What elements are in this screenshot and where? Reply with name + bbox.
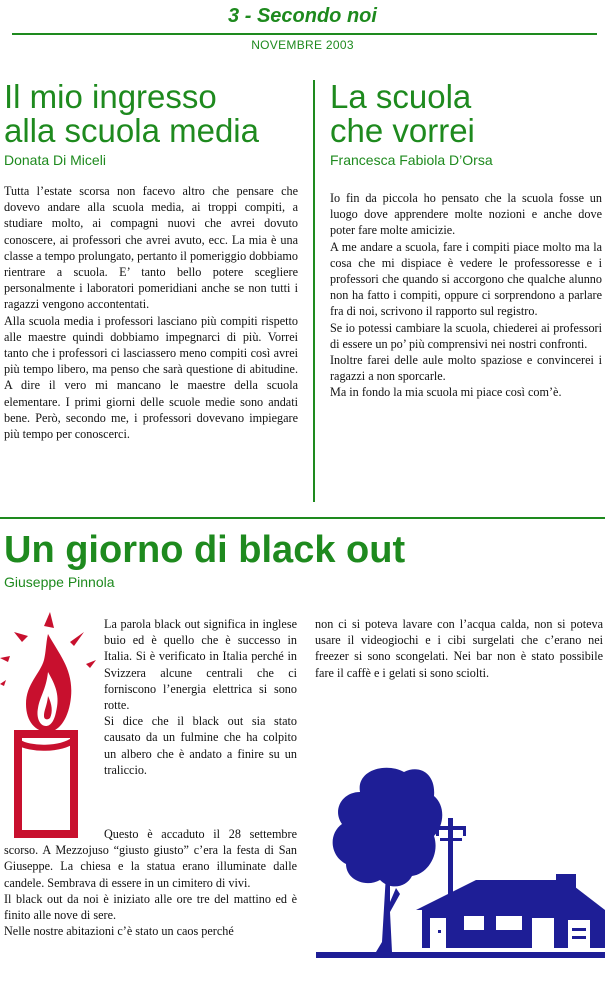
article-author: Giuseppe Pinnola (4, 574, 115, 590)
paragraph: A me andare a scuola, fare i compiti piace molto ma la cosa che mi dispiace è vedere le professoresse e i professori che quando si accorgono che qualche alunno non ha fatto i compiti, oppure ci sorprendono a parlare fra di noi, scrivono il rapporto sul registro. (330, 239, 602, 319)
paragraph: Alla scuola media i professori lasciano più compiti rispetto alle maestre quindi dobbiamo impegnarci di più. Vorrei tanto che i professori ci lasciassero meno compiti così avrei più tempo libero, ma penso che sarà questione di abitudine. A dire il vero mi mancano le maestre della scuola elementare. I primi giorni delle scuole medie sono andati bene. Però, secondo me, i professori dovevano impiegare più tempo per conoscerci. (4, 313, 298, 442)
article-scuola (330, 80, 602, 168)
article-blackout (4, 530, 604, 590)
article-title-line1: La scuola (330, 78, 472, 115)
article-author: Francesca Fabiola D’Orsa (330, 152, 493, 168)
section-divider (0, 517, 605, 519)
paragraph: Tutta l’estate scorsa non facevo altro che pensare che dovevo andare alla scuola media, ai troppi compiti, a studiare molto, ai compagni nuovi che avrei dovuto conoscere, ai professori che avrei avuto, ecc. La mia è una classe a tempo prolungato, pertanto il pomeriggio dobbiamo rientrare a scuola. E’ tanto bello potere scegliere personalmente i laboratori pomeridiani anche se non tutti i ragazzi vengono accontentati. (4, 184, 298, 312)
article-title: Un giorno di black out (4, 529, 406, 571)
newsletter-section-title: 3 - Secondo noi (228, 5, 377, 27)
paragraph: Io fin da piccola ho pensato che la scuola fosse un luogo dove apprendere molte nozioni e anche dove poter fare molte amicizie. (330, 191, 602, 238)
column-divider (313, 80, 315, 502)
article-title-line1: Il mio ingresso (4, 78, 217, 115)
issue-date: NOVEMBRE 2003 (251, 38, 354, 52)
article-blackout-col2 (315, 616, 603, 681)
paragraph: Ma in fondo la mia scuola mi piace così com’è. (330, 385, 562, 400)
paragraph: La parola black out significa in inglese buio ed è quello che è successo in Italia. Si è verificato in Italia perché in Svizzera alcune centrali che ci forniscono l’energia elettrica si sono rotte. (104, 617, 297, 713)
paragraph: Inoltre farei delle aule molto spaziose e convincerei i ragazzi a non sporcarle. (330, 353, 602, 384)
article-ingresso (4, 80, 304, 168)
paragraph: Se io potessi cambiare la scuola, chiederei ai professori di essere un po’ più comprensivi nei nostri confronti. (330, 320, 602, 351)
article-title-line2: alla scuola media (4, 112, 259, 149)
paragraph: Questo è accaduto il 28 settembre scorso. A Mezzojuso “giusto giusto” c’era la festa di San Giuseppe. La chiesa e la statua erano illuminate dalle candele. Sembrava di essere in un cimitero di vivi. (4, 827, 297, 890)
article-scuola-body (330, 190, 602, 401)
article-blackout-wrap-text (104, 616, 297, 778)
article-blackout-body (4, 826, 297, 939)
paragraph: non ci si poteva lavare con l’acqua calda, non si poteva usare il videogiochi e i cibi surgelati che c’erano nei freezer si sono scongelati. Nei bar non è stato possibile fare il caffè e i gelati si sono sciolti. (315, 617, 603, 680)
paragraph: Il black out da noi è iniziato alle ore tre del mattino ed è finito alle nove di sere. (4, 891, 297, 923)
article-ingresso-body (4, 183, 298, 442)
article-title-line2: che vorrei (330, 112, 475, 149)
paragraph: Si dice che il black out sia stato causato da un fulmine che ha colpito un albero che è andato a finire su un traliccio. (104, 714, 297, 777)
house-tree-icon (316, 762, 605, 987)
candle-icon (0, 612, 98, 842)
paragraph: Nelle nostre abitazioni c’è stato un caos perché (4, 924, 234, 939)
header-divider (12, 33, 597, 35)
article-author: Donata Di Miceli (4, 152, 106, 168)
